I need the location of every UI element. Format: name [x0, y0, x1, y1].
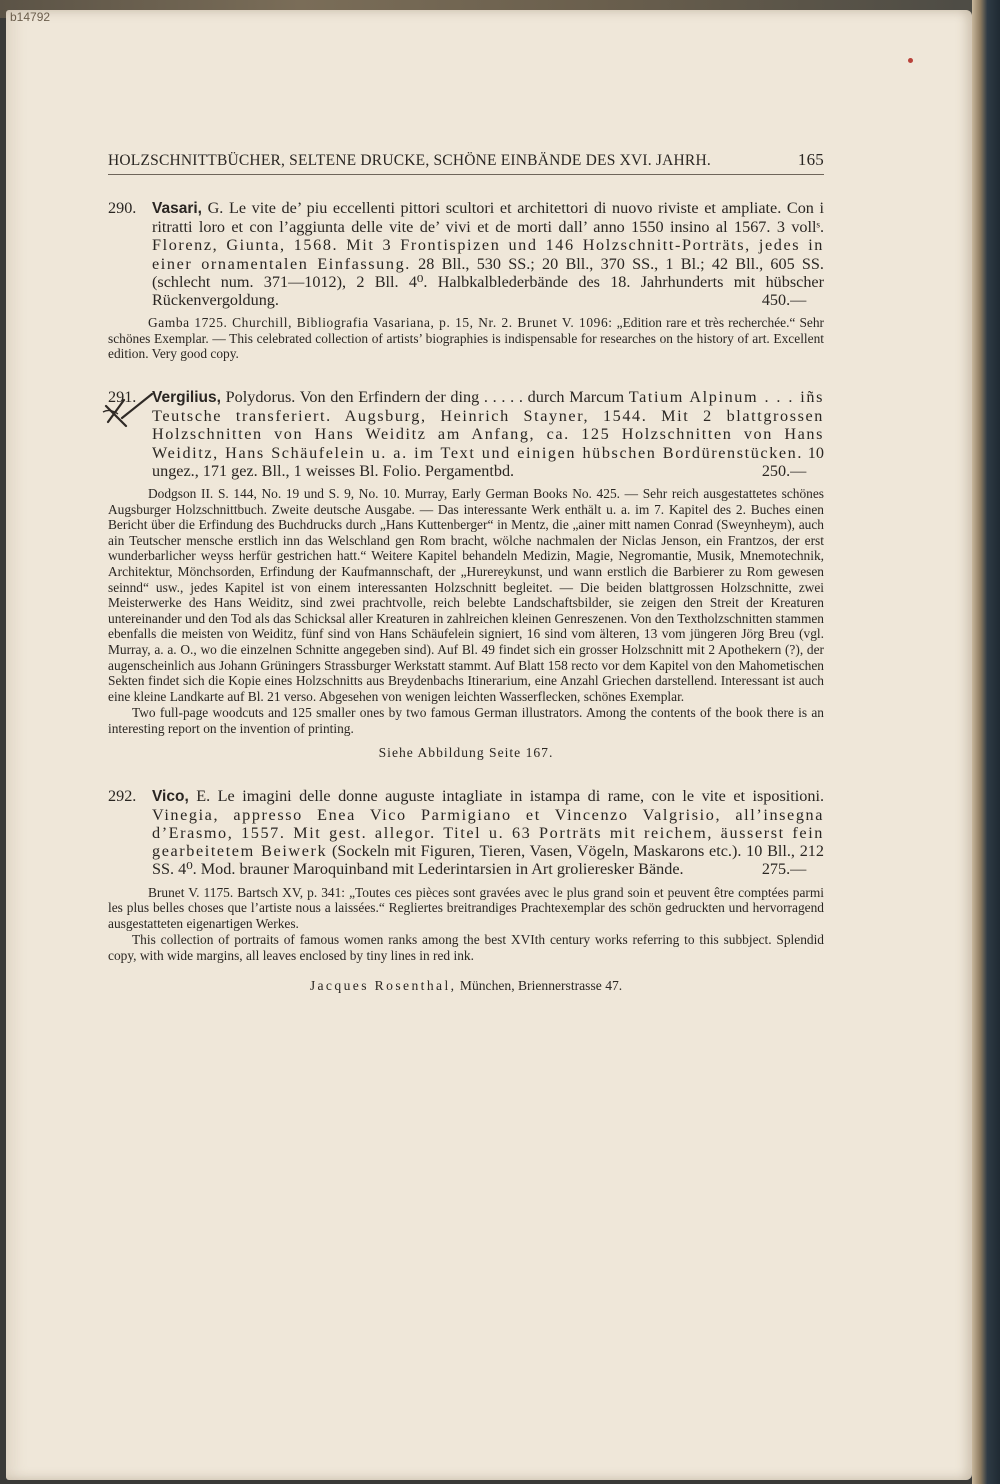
note-text: „Toutes ces pièces sont gravées avec le plus grand soin et peuvent être comptées parmi les plus belles choses que l’artiste nous a laissées.“ Regliertes breitrandiges Prachtexemplar des schön gedruckten und hervorragend ausgestatteten eigenartigen Werkes. [108, 884, 824, 931]
entry-author: Vergilius, [152, 389, 221, 406]
running-head-title: HOLZSCHNITTBÜCHER, SELTENE DRUCKE, SCHÖNE EINBÄNDE DES XVI. JAHRH. [108, 152, 711, 169]
entry-collation: 28 Bll., 530 SS.; 20 Bll., 370 SS., 1 Bl.; 42 Bll., 605 SS. (schlecht num. 371—1012), 2 Bll. 4⁰. Halbkalblederbände des 18. Jahrhunderts mit hübscher Rückenvergoldung. [152, 254, 824, 310]
entry-imprint: Tatium Alpinum . . . iñs Teutsche transferiert. Augsburg, Heinrich Stayner, 1544. Mit 2 blattgrossen Holzschnitten von Hans Weiditz am Anfang, ca. 125 Holzschnitten von Hans Weiditz, Hans Schäufelein u. a. im Text und einigen hübschen Bordürenstücken. [152, 388, 825, 462]
entry-description [108, 787, 824, 879]
note-reference: Brunet V. 1175. Bartsch XV, p. 341: [148, 884, 346, 900]
entry-collation: 10 ungez., 171 gez. Bll., 1 weisses Bl. Folio. Pergamentbd. [152, 443, 824, 480]
book-right-edge [972, 0, 1000, 1484]
catalog-entry-290 [108, 199, 824, 362]
entry-note [108, 885, 824, 932]
entry-title: E. Le imagini delle donne auguste intagliate in istampa di rame, con le vite et ispositioni. [188, 786, 824, 805]
note-reference: Gamba 1725. Churchill, Bibliografia Vasariana, p. 15, Nr. 2. Brunet V. 1096: [148, 315, 613, 331]
running-head [108, 150, 824, 175]
entry-price: 450.— [761, 291, 807, 310]
entry-imprint: Florenz, Giunta, 1568. Mit 3 Frontispizen und 146 Holzschnitt-Porträts, jedes in einer ornamentalen Einfassung. [152, 236, 824, 273]
see-illustration: Siehe Abbildung Seite 167. [378, 744, 554, 760]
page-content [108, 150, 824, 994]
scan-stamp: b14792 [10, 10, 51, 24]
page-number: 165 [797, 150, 824, 169]
entry-collation: (Sockeln mit Figuren, Tieren, Vasen, Vögeln, Maskarons etc.). 10 Bll., 212 SS. 4⁰. Mod. brauner Maroquinband mit Lederintarsien in Art grolieresker Bände. [152, 842, 824, 879]
ink-spot [908, 58, 913, 63]
entry-note [108, 315, 824, 362]
catalog-entry-291 [108, 388, 824, 761]
entry-description [108, 388, 824, 480]
note-reference: Dodgson II. S. 144, No. 19 und S. 9, No. 10. Murray, Early German Books No. 425. [148, 486, 620, 502]
entry-number: 290. [108, 199, 137, 217]
entry-description [108, 199, 824, 309]
publisher-address: München, Briennerstrasse 47. [456, 977, 623, 993]
entry-number: 292. [108, 786, 137, 805]
note-text: „Edition rare et très recherchée.“ Sehr schönes Exemplar. — This celebrated collection of artists’ biographies is indispensable for researches on the history of art. Excellent edition. Very good copy. [108, 315, 824, 362]
catalog-entry-292 [108, 787, 824, 964]
note-text: — Sehr reich ausgestattetes schönes Augsburger Holzschnittbuch. Zweite deutsche Ausgabe. — Das interessante Werk enthält u. a. im 7. Kapitel des 2. Buches einen Bericht über die Erfindung des Buchdrucks durch „Hans Kuttenberger“ in Mentz, die „ainer mitt namen Conrad (Sweynheym), auch ain Teutscher mensche erstlich inn das Welschland gen Rom bracht, wölche nachmalen der Niclas Jenson, ein Frantzos, der erst wunderbarlicher weyss herfür gestrichen hatt.“ Weitere Kapitel behandeln Medizin, Magie, Negromantie, Musik, Mnemotechnik, Architektur, Mönchsorden, Erfindung der Kaufmannschaft, der „Hurereykunst, und wann erstlich die Barbierer zu Rom gewesen seinnd“ usw., jedes Kapitel ist von einem interessanten Holzschnitt begleitet. — Die beiden blattgrossen Holzschnitte, zwei Meisterwerke des Hans Weiditz, sind zwei prachtvolle, reich belebte Landschaftsbilder, sie zeigen den Streit der Kreaturen untereinander und den Tod als das Schicksal aller Kreaturen in zahlreichen kleinen Genreszenen. Von den Textholzschnitten stammen ebenfalls die meisten von Weiditz, fünf sind von Hans Schäufelein signiert, 16 sind vom älteren, 13 vom jüngeren Jörg Breu (vgl. Murray, a. a. O., wo die einzelnen Schnitte angegeben sind). Auf Bl. 49 findet sich ein grosser Holzschnitt mit 2 Apothekern (?), der augenscheinlich aus Johann Grüningers Strassburger Werkstatt stammt. Auf Blatt 158 recto vor dem Kapitel von den Mahometischen Sekten findet sich die Kopie eines Holzschnitts aus Breydenbachs Itinerarium, eine Anzahl Griechen darstellend. Interessant ist auch eine kleine Landkarte auf Bl. 21 verso. Abgesehen von wenigen leichten Wasserflecken, schönes Exemplar. [108, 486, 825, 704]
entry-imprint: Vinegia, appresso Enea Vico Parmigiano et Vincenzo Valgrisio, all’insegna d’Erasmo, 1557. Mit gest. allegor. Titel u. 63 Porträts mit reichem, äusserst fein gearbeitetem Beiwerk [152, 805, 824, 861]
entry-title: G. Le vite de’ piu eccellenti pittori scultori et architettori di nuovo riviste et ampliate. Con i ritratti loro et con l’aggiunta delle vite de’ vivi et de morti dall’ anno 1550 insino al 1567. 3 vollˢ. [152, 199, 824, 237]
entry-note-english: Two full-page woodcuts and 125 smaller ones by two famous German illustrators. Among the contents of the book there is an interesting report on the invention of printing. [108, 705, 824, 736]
publisher-imprint [108, 978, 824, 994]
entry-author: Vasari, [152, 200, 202, 217]
entry-number: 291. [108, 388, 137, 406]
entry-note-english: This collection of portraits of famous women ranks among the best XVIth century works referring to this subbject. Splendid copy, with wide margins, all leaves enclosed by tiny lines in red ink. [108, 932, 824, 963]
entry-title: Polydorus. Von den Erfindern der ding . . . . . durch Marcum [220, 388, 629, 406]
entry-note [108, 486, 824, 704]
entry-price: 275.— [761, 860, 807, 879]
entry-author: Vico, [152, 787, 189, 805]
entry-price: 250.— [761, 461, 807, 480]
publisher-name: Jacques Rosenthal, [309, 977, 457, 993]
